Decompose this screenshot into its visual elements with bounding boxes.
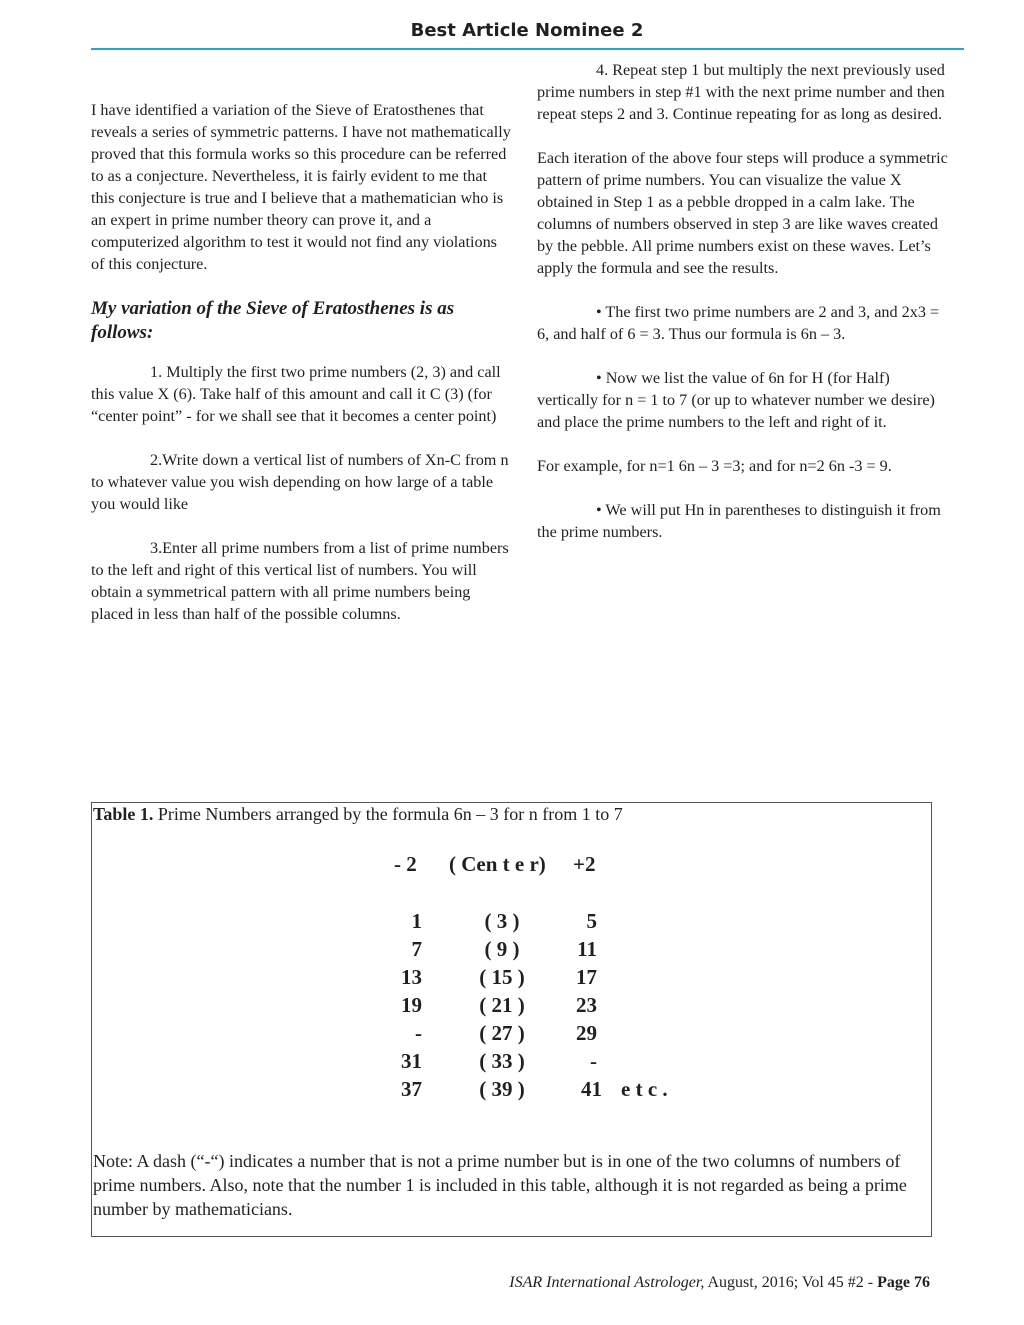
center-value: ( 39 ) bbox=[479, 1077, 525, 1101]
left-prime: 19 bbox=[401, 993, 422, 1017]
table-note: Note: A dash (“-“) indicates a number that is not a prime number but is in one of the two columns of numbers of prime numbers. Also, note that the number 1 is included in this table, although it is not regarded as being a prime number by mathematicians. bbox=[93, 1151, 907, 1219]
table-1-box bbox=[91, 802, 932, 1237]
right-prime: 11 bbox=[577, 937, 597, 961]
left-prime: - bbox=[415, 1021, 422, 1045]
right-prime: 17 bbox=[576, 965, 597, 989]
footer-publication: ISAR International Astrologer, bbox=[509, 1274, 705, 1291]
section-heading: My variation of the Sieve of Eratosthenes is as follows: bbox=[91, 298, 455, 343]
table-header-right: +2 bbox=[573, 852, 596, 876]
step-2-paragraph: 2.Write down a vertical list of numbers of Xn-C from n to whatever value you wish depending on how large of a table you would like bbox=[91, 451, 509, 513]
table-caption-label: Table 1. bbox=[93, 804, 154, 824]
right-column bbox=[537, 59, 952, 565]
table-header-left: - 2 bbox=[394, 852, 417, 876]
page-footer bbox=[509, 1274, 930, 1292]
center-value: ( 3 ) bbox=[484, 909, 520, 933]
footer-page-number: Page 76 bbox=[877, 1274, 930, 1291]
step-1-paragraph: 1. Multiply the first two prime numbers (2, 3) and call this value X (6). Take half of this amount and call it C (3) (for “center point” - for we shall see that it becomes a center point) bbox=[91, 363, 501, 425]
step-4-paragraph: 4. Repeat step 1 but multiply the next previously used prime numbers in step #1 with the next prime number and then repeat steps 2 and 3. Continue repeating for as long as desired. bbox=[537, 61, 945, 123]
table-caption-text: Prime Numbers arranged by the formula 6n – 3 for n from 1 to 7 bbox=[153, 804, 623, 824]
center-value: ( 27 ) bbox=[479, 1021, 525, 1045]
page-header-title: Best Article Nominee 2 bbox=[410, 20, 644, 41]
bullet-1-paragraph: • The first two prime numbers are 2 and 3, and 2x3 = 6, and half of 6 = 3. Thus our formula is 6n – 3. bbox=[537, 303, 940, 343]
right-prime: 5 bbox=[586, 909, 597, 933]
center-value: ( 33 ) bbox=[479, 1049, 525, 1073]
left-prime: 37 bbox=[401, 1077, 422, 1101]
bullet-3-paragraph: • We will put Hn in parentheses to distinguish it from the prime numbers. bbox=[537, 501, 941, 541]
right-prime: - bbox=[590, 1049, 597, 1073]
right-prime: 23 bbox=[576, 993, 597, 1017]
iteration-paragraph: Each iteration of the above four steps will produce a symmetric pattern of prime numbers. You can visualize the value X obtained in Step 1 as a pebble dropped in a calm lake. The columns of numbers observed in step 3 are like waves created by the pebble. All prime numbers exist on these waves. Let’s apply the formula and see the results. bbox=[537, 149, 948, 277]
center-value: ( 9 ) bbox=[484, 937, 520, 961]
bullet-2-paragraph: • Now we list the value of 6n for H (for Half) vertically for n = 1 to 7 (or up to whatever number we desire) and place the prime numbers to the left and right of it. bbox=[537, 369, 935, 431]
left-prime: 7 bbox=[411, 937, 422, 961]
right-prime: 41 bbox=[581, 1077, 602, 1101]
left-column bbox=[91, 99, 511, 647]
left-prime: 1 bbox=[411, 909, 422, 933]
table-header-center: ( Cen t e r) bbox=[449, 852, 546, 876]
table-caption bbox=[93, 803, 623, 825]
etc-label: e t c . bbox=[621, 1077, 668, 1101]
left-prime: 31 bbox=[401, 1049, 422, 1073]
center-value: ( 15 ) bbox=[479, 965, 525, 989]
example-paragraph: For example, for n=1 6n – 3 =3; and for n=2 6n -3 = 9. bbox=[537, 457, 892, 475]
intro-paragraph: I have identified a variation of the Sieve of Eratosthenes that reveals a series of symmetric patterns. I have not mathematically proved that this formula works so this procedure can be referred to as a conjecture. Nevertheless, it is fairly evident to me that this conjecture is true and I believe that a mathematician who is an expert in prime number theory can prove it, and a computerized algorithm to test it would not find any violations of this conjecture. bbox=[91, 101, 511, 273]
header-rule bbox=[91, 48, 964, 50]
step-3-paragraph: 3.Enter all prime numbers from a list of prime numbers to the left and right of this vertical list of numbers. You will obtain a symmetrical pattern with all prime numbers being placed in less than half of the possible columns. bbox=[91, 539, 509, 623]
left-prime: 13 bbox=[401, 965, 422, 989]
center-value: ( 21 ) bbox=[479, 993, 525, 1017]
right-prime: 29 bbox=[576, 1021, 597, 1045]
footer-issue: August, 2016; Vol 45 #2 - bbox=[704, 1274, 878, 1291]
